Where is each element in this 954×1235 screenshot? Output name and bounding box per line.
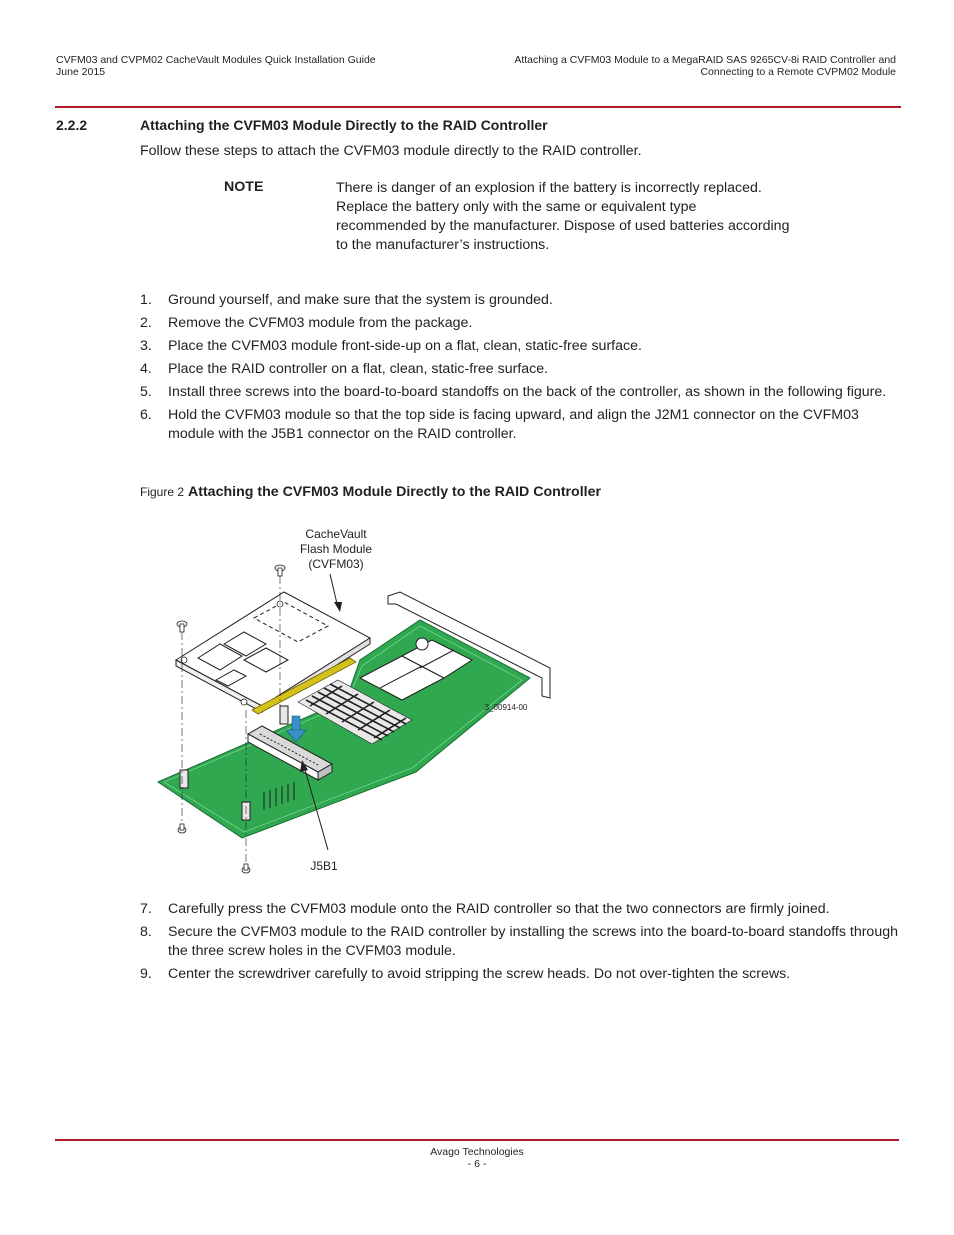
footer-rule — [55, 1139, 899, 1141]
step-number: 2. — [140, 315, 152, 331]
list-item — [140, 965, 908, 984]
step-text: Place the CVFM03 module front-side-up on a flat, clean, static-free surface. — [168, 338, 642, 354]
step-number: 7. — [140, 901, 152, 917]
doc-date: June 2015 — [56, 66, 106, 78]
step-number: 5. — [140, 384, 152, 400]
raid-controller-illustration — [150, 520, 560, 880]
doc-title: CVFM03 and CVPM02 CacheVault Modules Quick Installation Guide — [56, 54, 376, 66]
header-rule — [55, 106, 901, 108]
callout-label-line1: CacheVault — [305, 527, 367, 541]
figure-label: Figure 2 — [140, 485, 185, 499]
header-right — [514, 54, 896, 78]
step-text: Center the screwdriver carefully to avoid stripping the screw heads. Do not over-tighten the screws. — [168, 966, 791, 982]
step-text: Install three screws into the board-to-board standoffs on the back of the controller, as shown in the following figure. — [168, 384, 887, 400]
figure-id: 3_00914-00 — [484, 703, 528, 712]
list-item — [140, 900, 908, 919]
figure-caption — [140, 484, 601, 500]
steps-list-first — [140, 291, 908, 448]
step-text: Secure the CVFM03 module to the RAID controller by installing the screws into the board-to-board standoffs through the three screw holes in the CVFM03 module. — [168, 924, 898, 959]
step-number: 4. — [140, 361, 152, 377]
section-title: Attaching the CVFM03 Module Directly to the RAID Controller — [140, 117, 548, 133]
list-item — [140, 314, 908, 333]
list-item — [140, 337, 908, 356]
step-text: Carefully press the CVFM03 module onto the RAID controller so that the two connectors are firmly joined. — [168, 901, 830, 917]
step-number: 9. — [140, 966, 152, 982]
note-label: NOTE — [224, 179, 264, 195]
page-number: - 6 - — [467, 1158, 487, 1170]
list-item — [140, 923, 908, 961]
footer-company: Avago Technologies — [430, 1146, 524, 1158]
step-number: 3. — [140, 338, 152, 354]
callout-arrowhead — [334, 602, 342, 612]
figure-title: Attaching the CVFM03 Module Directly to the RAID Controller — [187, 484, 602, 500]
step-text: Remove the CVFM03 module from the package. — [168, 315, 473, 331]
list-item — [140, 291, 908, 310]
steps-list-second — [140, 900, 908, 988]
step-number: 8. — [140, 924, 152, 940]
section-intro: Follow these steps to attach the CVFM03 module directly to the RAID controller. — [140, 143, 642, 159]
section-number: 2.2.2 — [56, 117, 88, 133]
board-component-icon — [416, 638, 428, 650]
callout-label-line3: (CVFM03) — [308, 557, 364, 571]
callout-label-line2: Flash Module — [299, 542, 373, 556]
step-number: 1. — [140, 292, 152, 308]
chapter-title-line1: Attaching a CVFM03 Module to a MegaRAID SAS 9265CV-8i RAID Controller and — [514, 54, 896, 66]
step-text: Place the RAID controller on a flat, clean, static-free surface. — [168, 361, 549, 377]
connector-label: J5B1 — [310, 859, 338, 873]
header-left — [56, 54, 376, 78]
list-item — [140, 360, 908, 379]
step-number: 6. — [140, 407, 152, 423]
step-text: Ground yourself, and make sure that the system is grounded. — [168, 292, 553, 308]
chapter-title-line2: Connecting to a Remote CVPM02 Module — [700, 66, 896, 78]
step-text: Hold the CVFM03 module so that the top side is facing upward, and align the J2M1 connector on the CVFM03 module with the J5B1 connector on the RAID controller. — [168, 407, 859, 442]
list-item — [140, 383, 908, 402]
list-item — [140, 406, 908, 444]
note-text: There is danger of an explosion if the battery is incorrectly replaced. Replace the battery only with the same or equivalent type recommended by the manufacturer. Dispose of used batteries according to the manufacturer’s instructions. — [336, 180, 790, 253]
